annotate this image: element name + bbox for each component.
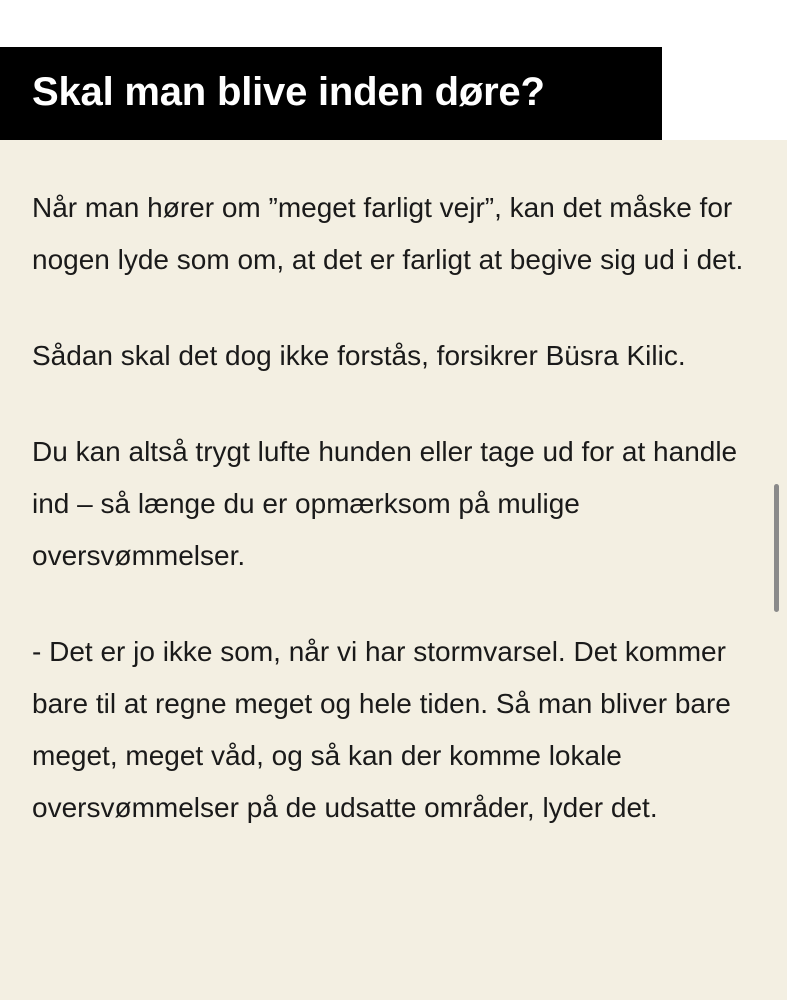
- article-body: [0, 140, 787, 1000]
- section-heading-box: [0, 47, 662, 140]
- paragraph-2: Sådan skal det dog ikke forstås, forsikrer Büsra Kilic.: [32, 340, 686, 371]
- paragraph-1: Når man hører om ”meget farligt vejr”, kan det måske for nogen lyde som om, at det er farligt at begive sig ud i det.: [32, 192, 744, 275]
- section-heading: Skal man blive inden døre?: [32, 69, 545, 114]
- scrollbar-thumb[interactable]: [774, 484, 779, 612]
- article-text: [32, 182, 762, 878]
- paragraph-3: Du kan altså trygt lufte hunden eller tage ud for at handle ind – så længe du er opmærksom på mulige oversvømmelser.: [32, 436, 738, 571]
- paragraph-4: - Det er jo ikke som, når vi har stormvarsel. Det kommer bare til at regne meget og hele tiden. Så man bliver bare meget, meget våd, og så kan der komme lokale oversvømmelser på de udsatte områder, lyder det.: [32, 636, 731, 823]
